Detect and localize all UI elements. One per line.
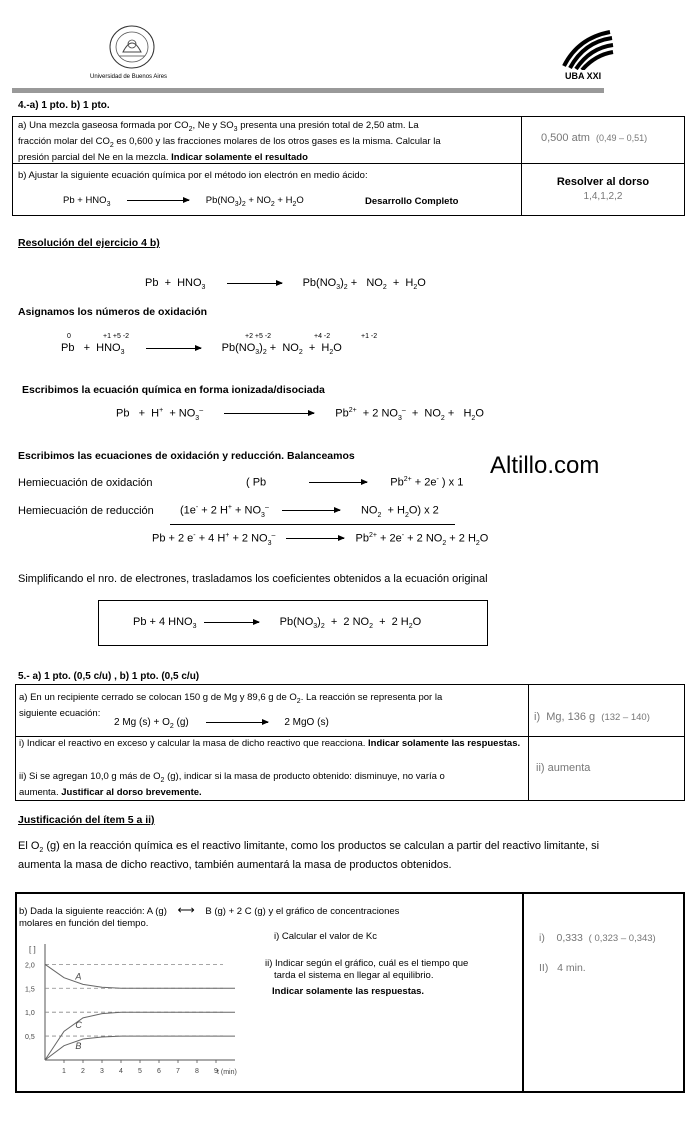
ex5a-ii-answer: ii) aumenta	[536, 762, 591, 774]
y-tick-label: 1,0	[25, 1010, 35, 1018]
x-tick-label: 1	[62, 1068, 66, 1075]
x-tick-label: 5	[138, 1068, 142, 1075]
x-tick-label: 8	[195, 1068, 199, 1075]
ex5-title: 5.- a) 1 pto. (0,5 c/u) , b) 1 pto. (0,5 c/u)	[18, 671, 200, 682]
ex5a-i-answer: i) Mg, 136 g (132 – 140)	[534, 711, 650, 723]
uba-seal-logo	[105, 22, 160, 72]
x-axis-label: t (min)	[217, 1069, 237, 1076]
brand-name: UBA XXI	[565, 71, 602, 81]
watermark-text: Altillo.com	[490, 452, 600, 479]
uba-xxi-logo	[560, 28, 615, 70]
ex5b-q-bold: Indicar solamente las respuestas.	[272, 986, 425, 997]
concentration-chart	[21, 939, 251, 1084]
ionized-heading: Escribimos la ecuación química en forma ionizada/disociada	[22, 384, 325, 396]
series-line-a	[45, 964, 235, 988]
reduction-half-equation: (1e- + 2 $H^+ + NO_3^-$ $NO_2 + H_2O$) x 2	[180, 504, 439, 519]
x-tick-label: 7	[176, 1068, 180, 1075]
final-equation: Pb + 4 $HNO_3$ $Pb(NO_3)_2 + 2$ $NO_2 + 2$ $H_2O$	[133, 616, 422, 631]
justification-title: Justificación del ítem 5 a ii)	[18, 814, 155, 826]
ex5b-answer-2: II) 4 min.	[539, 962, 586, 974]
x-tick-label: 2	[81, 1068, 85, 1075]
ex5a-i-question: i) Indicar el reactivo en exceso y calcular la masa de dicho reactivo que reacciona. Indicar solamente las respuestas.	[19, 738, 521, 749]
university-name: Universidad de Buenos Aires	[90, 74, 168, 80]
ex5b-question: b) Dada la siguiente reacción: A (g) ⟷ B (g) + 2 C (g) y el gráfico de concentraciones molares en función del tiempo.	[19, 903, 400, 929]
x-tick-label: 6	[157, 1068, 161, 1075]
x-tick-label: 4	[119, 1068, 123, 1075]
y-tick-label: 0,5	[25, 1034, 35, 1042]
equilibrium-arrow-icon: ⟷	[177, 903, 195, 917]
final-equation-box	[98, 600, 488, 646]
simplify-text: Simplificando el nro. de electrones, trasladamos los coeficientes obtenidos a la ecuación original	[18, 573, 488, 585]
ex4b-coefficients: 1,4,1,2,2	[583, 191, 623, 202]
justification-text: El $O_2$ (g) en la reacción química es el reactivo limitante, como los productos se calculan a partir del reactivo limitante, si aumenta la masa de dicho reactivo, también aumentará la masa de productos obtenidos.	[18, 840, 600, 872]
ionized-equation: $Pb + H^+ + NO_3^-$ $Pb^{2+} + 2$ $NO_3^- + NO_2 + H_2O$	[116, 407, 484, 422]
resolution-equation-1: $Pb + HNO_3$ $Pb(NO_3)_2 + NO_2 + H_2O$	[145, 277, 426, 292]
ex5a-question: a) En un recipiente cerrado se colocan 150 g de Mg y 89,6 g de $O_2$. La reacción se representa por la siguiente ecuación:	[19, 692, 443, 719]
oxidation-heading: Asignamos los números de oxidación	[18, 306, 208, 318]
series-line-b	[45, 1036, 235, 1060]
ex5a-ii-question: ii) Si se agregan 10,0 g más de $O_2$ (g), indicar si la masa de producto obtenido: disminuye, no varía o aumenta. Justificar al dorso brevemente.	[19, 771, 445, 798]
ox-number-pb: 0	[67, 333, 71, 340]
x-tick-label: 3	[100, 1068, 104, 1075]
ex4b-answer: Resolver al dorso	[556, 176, 650, 188]
ex5a-equation: 2 Mg $(s) + O_2$ (g) 2 MgO (s)	[114, 717, 329, 730]
series-label-c: C	[75, 1019, 82, 1030]
ex4b-full-development: Desarrollo Completo	[365, 196, 459, 207]
x-tick-label: 9	[214, 1068, 218, 1075]
ex4-table	[12, 116, 685, 216]
ex5-table	[15, 684, 685, 801]
ex5b-q2: ii) Indicar según el gráfico, cuál es el tiempo que tarda el sistema en llegar al equilibrio.	[265, 958, 469, 981]
series-label-a: A	[75, 971, 82, 982]
oxidation-half-label: Hemiecuación de oxidación	[18, 477, 153, 489]
ex4a-answer: 0,500 atm (0,49 – 0,51)	[541, 132, 648, 144]
y-axis-label: [ ]	[29, 945, 36, 954]
ox-number-h2o: +1 -2	[361, 333, 378, 340]
resolution-title: Resolución del ejercicio 4 b)	[18, 237, 160, 249]
ox-number-pbno3: +2 +5 -2	[245, 333, 272, 340]
ex5b-table	[15, 892, 685, 1093]
ex4b-question: b) Ajustar la siguiente ecuación química por el método ion electrón en medio ácido:	[18, 170, 368, 181]
reduction-half-label: Hemiecuación de reducción	[18, 505, 154, 517]
ex4b-equation: $Pb + HNO_3$ $Pb(NO_3)_2 + NO_2 + H_2O$	[63, 195, 304, 208]
ex4-title: 4.-a) 1 pto. b) 1 pto.	[18, 100, 110, 111]
header-rule	[12, 88, 604, 93]
y-tick-label: 2,0	[25, 962, 35, 970]
oxidation-equation: $Pb + HNO_3$ $Pb(NO_3)_2 + NO_2 + H_2O$	[61, 342, 342, 357]
sum-equation: Pb + 2 e- + 4 H+ + 2 $NO_3^-$ $Pb^{2+} + 2e^- + 2$ $NO_2 + 2$ $H_2O$	[152, 532, 489, 547]
ox-number-hno3: +1 +5 -2	[103, 333, 130, 340]
y-tick-label: 1,5	[25, 986, 35, 994]
ex5b-answer-1: i) 0,333 ( 0,323 – 0,343)	[539, 932, 656, 944]
ox-number-no2: +4 -2	[314, 333, 331, 340]
redox-heading: Escribimos las ecuaciones de oxidación y reducción. Balanceamos	[18, 450, 355, 462]
ex5b-q1: i) Calcular el valor de Kc	[274, 931, 377, 942]
oxidation-half-equation: ( Pb $Pb^{2+} + 2e^-$ ) x 1	[246, 476, 464, 489]
ex4a-question: a) Una mezcla gaseosa formada por $CO_2$, Ne y $SO_3$ presenta una presión total de 2,50 atm. La fracción molar del $CO_2$ es 0,600 y las fracciones molares de los otros gases es la misma. Calcular la presión parcial del Ne en la mezcla. Indicar solamente el resultado	[18, 120, 441, 163]
sum-rule	[170, 524, 455, 525]
series-label-b: B	[75, 1040, 82, 1051]
